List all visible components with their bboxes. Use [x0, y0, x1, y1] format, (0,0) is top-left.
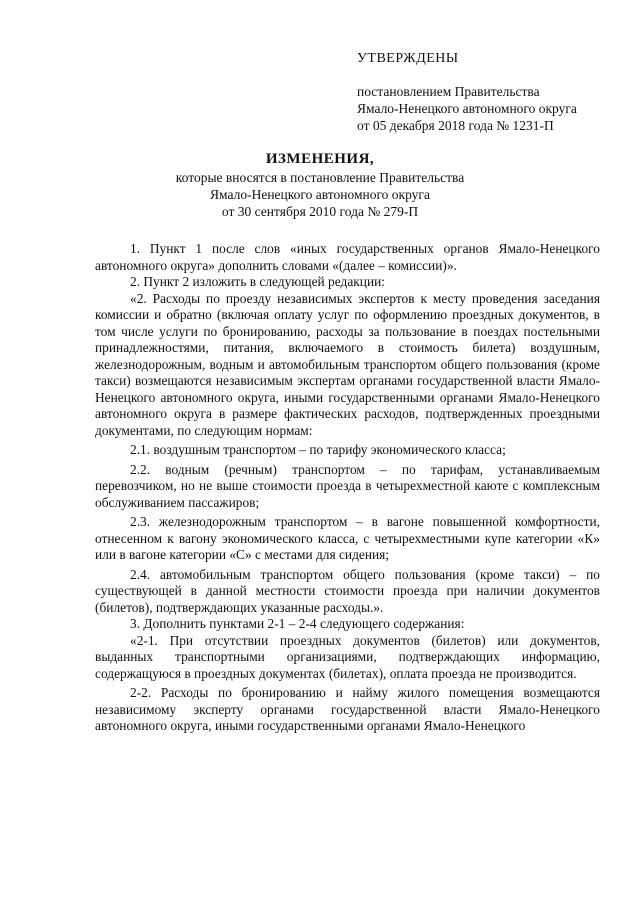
paragraph-item-2-1-new: «2-1. При отсутствии проездных документов (билетов) или документов, выданных транспортными организациями, подтверждающих информацию, содержащуюся в проездных документах (билетах), оплата проезда не производится.	[95, 632, 600, 681]
paragraph-item-1: 1. Пункт 1 после слов «иных государственных органов Ямало-Ненецкого автономного округа» дополнить словами «(далее – комиссии)».	[95, 241, 600, 273]
paragraph-item-2-2-new: 2-2. Расходы по бронированию и найму жилого помещения возмещаются независимому эксперту органами государственной власти Ямало-Ненецкого автономного округа, иными государственными органами Ямало-Ненецкого	[95, 685, 600, 733]
paragraph-item-2: 2. Пункт 2 изложить в следующей редакции:	[130, 274, 386, 289]
approval-line: от 05 декабря 2018 года № 1231-П	[357, 118, 554, 133]
paragraph-item-2-text: «2. Расходы по проезду независимых экспертов к месту проведения заседания комиссии и обратно (включая оплату услуг по оформлению проездных документов, в том числе услуги по бронированию, расходы за пользование в поездах постельными принадлежностями, питания, включаемого в стоимость билета) воздушным, железнодорожным, водным и автомобильным транспортом общего пользования (кроме такси) возмещаются независимым экспертам органами государственной власти Ямало-Ненецкого автономного округа, иными государственными органами Ямало-Ненецкого автономного округа в размере фактических расходов, подтвержденных проездными документами, по следующим нормам:	[95, 290, 600, 438]
approval-stamp-heading: УТВЕРЖДЕНЫ	[357, 51, 459, 66]
paragraph-item-2-1: 2.1. воздушным транспортом – по тарифу экономического класса;	[130, 442, 506, 457]
paragraph-item-2-4: 2.4. автомобильным транспортом общего пользования (кроме такси) – по существующей в данной местности стоимости проезда при наличии документов (билетов), подтверждающих указанные расходы.».	[95, 566, 600, 615]
title-line: от 30 сентября 2010 года № 279-П	[221, 204, 419, 219]
paragraph-item-3: 3. Дополнить пунктами 2-1 – 2-4 следующего содержания:	[130, 616, 465, 631]
approval-line: Ямало-Ненецкого автономного округа	[357, 101, 577, 116]
paragraph-item-2-2: 2.2. водным (речным) транспортом – по тарифам, устанавливаемым перевозчиком, но не выше стоимости проезда в четырехместной каюте с комплексным обслуживанием пассажиров;	[95, 461, 600, 510]
approval-line: постановлением Правительства	[357, 84, 540, 99]
title-line: которые вносятся в постановление Правительства	[175, 170, 465, 185]
document-title-block	[0, 150, 640, 220]
paragraph-item-2-3: 2.3. железнодорожным транспортом – в вагоне повышенной комфортности, отнесенном к вагону экономического класса, с четырехместными купе категории «К» или в вагоне категории «С» с местами для сидения;	[95, 514, 600, 562]
document-body	[95, 241, 600, 735]
approval-details	[357, 83, 577, 134]
document-title: ИЗМЕНЕНИЯ,	[265, 151, 375, 167]
title-line: Ямало-Ненецкого автономного округа	[210, 187, 430, 202]
